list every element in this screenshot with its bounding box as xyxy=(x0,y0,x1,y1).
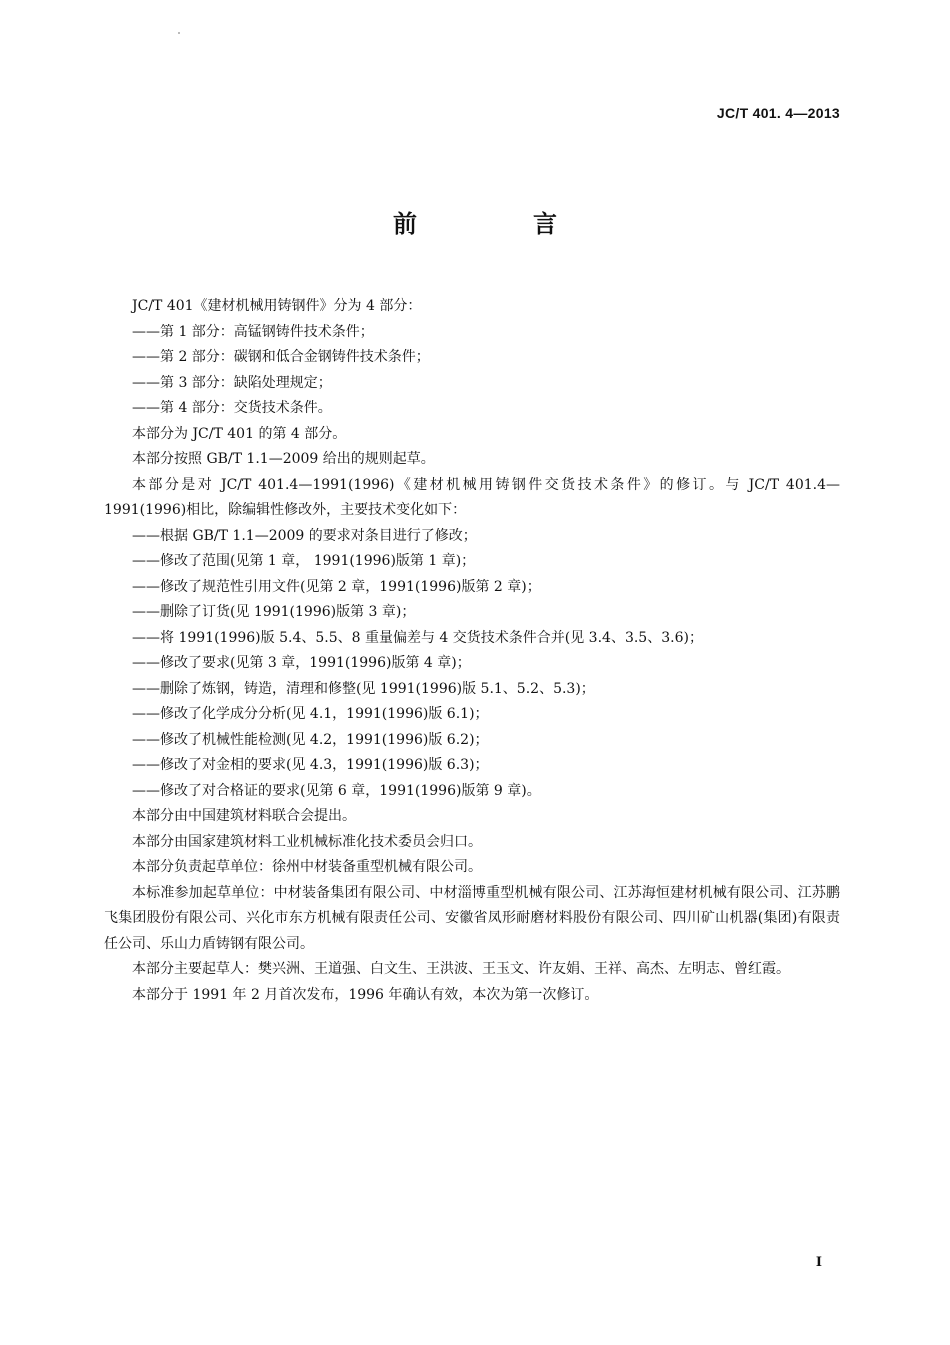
change-item: ——删除了订货(见 1991(1996)版第 3 章)； xyxy=(132,604,416,620)
drafters-paragraph: 本部分主要起草人：樊兴洲、王道强、白文生、王洪波、王玉文、许友娟、王祥、高杰、左明志、曾红霞。 xyxy=(132,961,790,977)
page-title: 前 言 xyxy=(393,210,603,238)
participants-paragraph: 本标准参加起草单位：中材装备集团有限公司、中材淄博重型机械有限公司、江苏海恒建材机械有限公司、江苏鹏飞集团股份有限公司、兴化市东方机械有限责任公司、安徽省凤形耐磨材料股份有限公司、四川矿山机器(集团)有限责任公司、乐山力盾铸钢有限公司。 xyxy=(104,884,840,952)
foreword-body xyxy=(104,294,840,1008)
change-item: ——修改了对合格证的要求(见第 6 章，1991(1996)版第 9 章)。 xyxy=(132,782,541,799)
drafting-rules-paragraph: 本部分按照 GB/T 1.1—2009 给出的规则起草。 xyxy=(132,451,435,467)
change-item: ——根据 GB/T 1.1—2009 的要求对条目进行了修改； xyxy=(132,527,477,544)
change-item: ——修改了对金相的要求(见 4.3，1991(1996)版 6.3)； xyxy=(132,757,489,773)
change-item: ——将 1991(1996)版 5.4、5.5、8 重量偏差与 4 交货技术条件合并(见 3.4、3.5、3.6)； xyxy=(132,629,703,646)
standard-code: JC/T 401. 4—2013 xyxy=(716,105,840,121)
intro-paragraph: JC/T 401《建材机械用铸钢件》分为 4 部分： xyxy=(132,298,422,314)
revision-paragraph: 本部分是对 JC/T 401.4—1991(1996)《建材机械用铸钢件交货技术条件》的修订。与 JC/T 401.4—1991(1996)相比，除编辑性修改外，主要技术变化如下： xyxy=(104,476,840,518)
page-number: I xyxy=(815,1255,822,1270)
managed-by-paragraph: 本部分由国家建筑材料工业机械标准化技术委员会归口。 xyxy=(132,833,482,850)
part-scope-paragraph: 本部分为 JC/T 401 的第 4 部分。 xyxy=(132,425,347,442)
proposed-by-paragraph: 本部分由中国建筑材料联合会提出。 xyxy=(132,808,356,824)
change-item: ——删除了炼钢，铸造，清理和修整(见 1991(1996)版 5.1、5.2、5.3)； xyxy=(132,680,595,697)
lead-drafter-paragraph: 本部分负责起草单位：徐州中材装备重型机械有限公司。 xyxy=(132,859,482,875)
change-item: ——修改了规范性引用文件(见第 2 章，1991(1996)版第 2 章)； xyxy=(132,578,541,595)
change-item: ——修改了机械性能检测(见 4.2，1991(1996)版 6.2)； xyxy=(132,731,489,748)
scan-speck xyxy=(178,32,180,34)
part-item: ——第 2 部分：碳钢和低合金钢铸件技术条件； xyxy=(132,349,430,365)
change-item: ——修改了范围(见第 1 章， 1991(1996)版第 1 章)； xyxy=(132,553,476,569)
history-paragraph: 本部分于 1991 年 2 月首次发布，1996 年确认有效，本次为第一次修订。 xyxy=(132,986,599,1003)
change-item: ——修改了化学成分分析(见 4.1，1991(1996)版 6.1)； xyxy=(132,706,489,722)
part-item: ——第 1 部分：高锰钢铸件技术条件； xyxy=(132,323,374,340)
part-item: ——第 3 部分：缺陷处理规定； xyxy=(132,374,332,391)
part-item: ——第 4 部分：交货技术条件。 xyxy=(132,400,332,416)
change-item: ——修改了要求(见第 3 章，1991(1996)版第 4 章)； xyxy=(132,655,471,671)
